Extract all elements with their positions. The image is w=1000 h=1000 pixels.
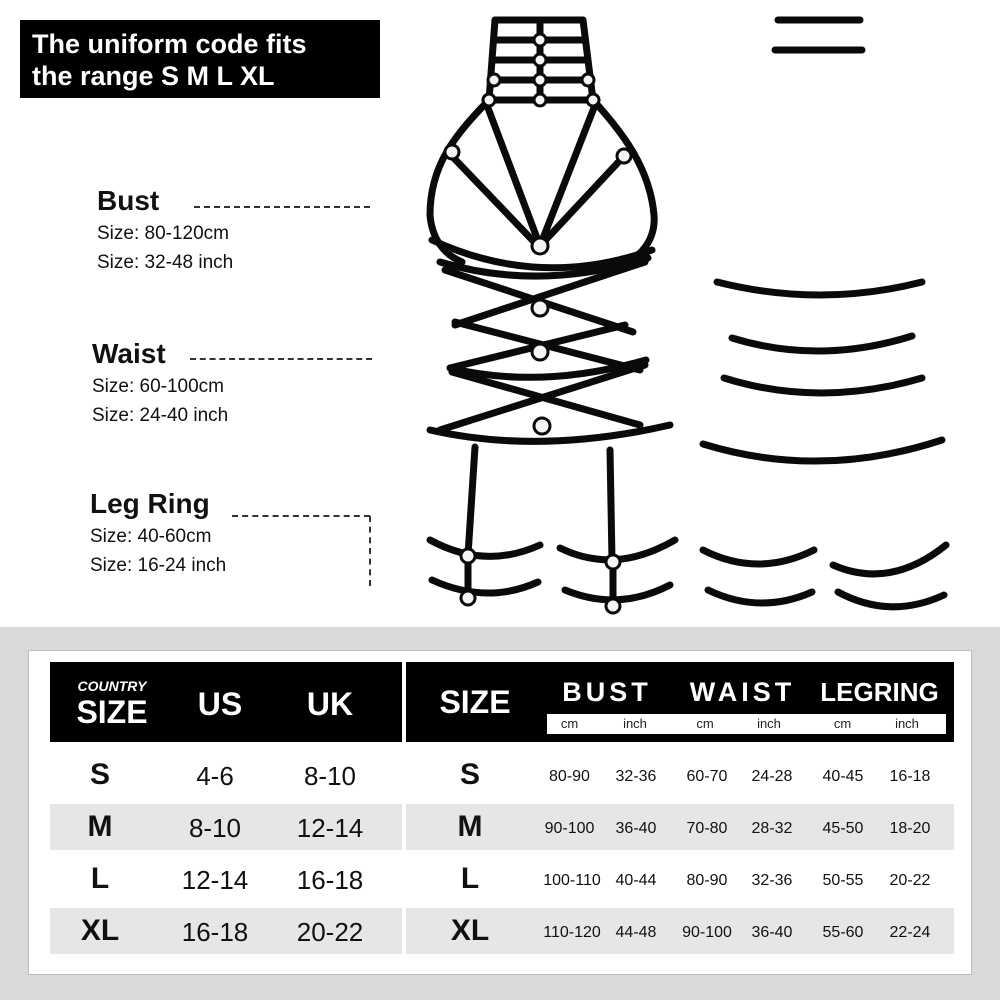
legring-title: Leg Ring (90, 488, 210, 519)
row-xl-uk: 20-22 (296, 917, 364, 947)
bust-size-inch: Size: 32-48 inch (97, 252, 234, 273)
row-l-bust-inch: 40-44 (615, 872, 657, 889)
row-l-waist-cm: 80-90 (686, 872, 728, 889)
legring-size-cm: Size: 40-60cm (90, 526, 212, 547)
header-country: COUNTRY (77, 678, 147, 694)
row-xl-waist-inch: 36-40 (751, 924, 793, 941)
banner-line-1: The uniform code fits (32, 29, 307, 59)
row-xl-us: 16-18 (181, 917, 249, 947)
row-l-us: 12-14 (181, 865, 249, 895)
header-waist: WAIST (689, 677, 796, 707)
unit-bust-inch: inch (623, 716, 647, 731)
row-m-waist-cm: 70-80 (686, 820, 728, 837)
row-l-size: L (90, 862, 110, 895)
header-size-right: SIZE (439, 684, 511, 720)
bust-size-cm: Size: 80-120cm (97, 223, 230, 244)
row-xl-leg-inch: 22-24 (889, 924, 931, 941)
row-s-size-right: S (459, 758, 480, 791)
row-l-waist-inch: 32-36 (751, 872, 793, 889)
header-uk: UK (306, 686, 354, 722)
row-s-size: S (89, 758, 110, 791)
row-xl-leg-cm: 55-60 (822, 924, 864, 941)
row-m-leg-inch: 18-20 (889, 820, 931, 837)
legring-size-inch: Size: 16-24 inch (90, 555, 227, 576)
row-l-leg-inch: 20-22 (889, 872, 931, 889)
row-s-bust-cm: 80-90 (549, 768, 590, 785)
row-m-leg-cm: 45-50 (822, 820, 864, 837)
header-size-left: SIZE (76, 694, 148, 730)
unit-bust-cm: cm (560, 716, 579, 731)
row-m-us: 8-10 (188, 813, 242, 843)
row-s-leg-cm: 40-45 (822, 768, 864, 785)
row-m-bust-inch: 36-40 (615, 820, 657, 837)
unit-waist-inch: inch (757, 716, 781, 731)
row-l-size-right: L (460, 862, 480, 895)
row-m-size-right: M (457, 810, 483, 843)
waist-size-inch: Size: 24-40 inch (92, 405, 229, 426)
header-legring: LEGRING (820, 677, 939, 707)
row-m-waist-inch: 28-32 (751, 820, 793, 837)
row-s-waist-inch: 24-28 (751, 768, 793, 785)
row-s-us: 4-6 (196, 761, 234, 791)
unit-leg-inch: inch (895, 716, 919, 731)
unit-waist-cm: cm (696, 716, 714, 731)
unit-row (547, 714, 946, 734)
row-m-size: M (87, 810, 113, 843)
bust-title: Bust (97, 185, 160, 216)
row-m-bust-cm: 90-100 (544, 820, 595, 837)
row-xl-bust-cm: 110-120 (543, 924, 601, 941)
banner-line-2: the range S M L XL (32, 61, 275, 91)
unit-leg-cm: cm (833, 716, 852, 731)
header-us: US (197, 686, 243, 722)
row-m-uk: 12-14 (296, 813, 364, 843)
row-l-bust-cm: 100-110 (543, 872, 601, 889)
row-s-bust-inch: 32-36 (615, 768, 657, 785)
row-xl-size: XL (80, 914, 120, 947)
row-s-uk: 8-10 (303, 761, 357, 791)
row-l-leg-cm: 50-55 (822, 872, 864, 889)
row-l-uk: 16-18 (296, 865, 364, 895)
waist-title: Waist (92, 338, 166, 369)
row-xl-waist-cm: 90-100 (682, 924, 732, 941)
row-xl-size-right: XL (450, 914, 490, 947)
row-s-leg-inch: 16-18 (889, 768, 931, 785)
row-xl-bust-inch: 44-48 (615, 924, 657, 941)
waist-size-cm: Size: 60-100cm (92, 376, 225, 397)
row-s-waist-cm: 60-70 (686, 768, 728, 785)
header-bust: BUST (562, 677, 652, 707)
